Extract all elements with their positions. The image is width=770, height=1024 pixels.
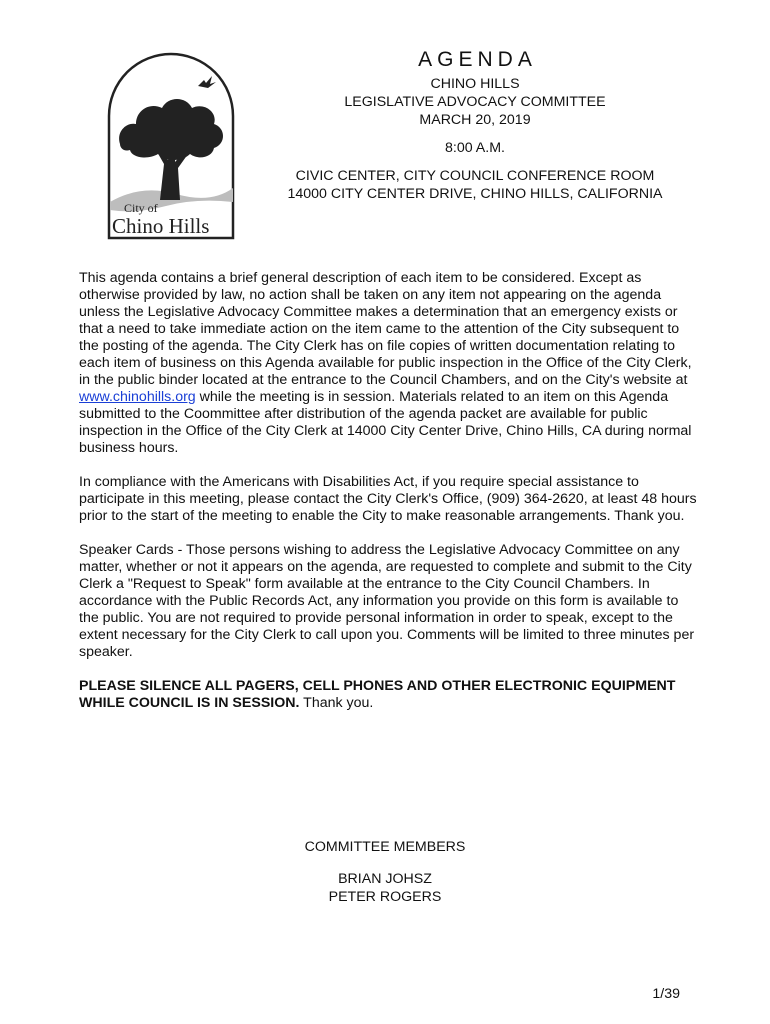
- silence-notice: PLEASE SILENCE ALL PAGERS, CELL PHONES AND OTHER ELECTRONIC EQUIPMENT WHILE COUNCIL IS IN SESSION. Thank you.: [79, 678, 676, 711]
- member-name: PETER ROGERS: [328, 889, 442, 905]
- logo-city-of: City of: [124, 201, 158, 215]
- city-name: CHINO HILLS: [430, 76, 520, 92]
- location-line-1: CIVIC CENTER, CITY COUNCIL CONFERENCE ROOM: [295, 168, 655, 184]
- meeting-time: 8:00 A.M.: [445, 140, 505, 156]
- agenda-description-paragraph: This agenda contains a brief general description of each item to be considered. Except as otherwise provided by law, no action shall be taken on any item not appearing on the agenda unless the Legislative Advocacy Committee makes a determination that an emergency exists or that a need to take immediate action on the item came to the attention of the City subsequent to the posting of the agenda. The City Clerk has on file copies of written documentation relating to each item of business on this Agenda available for public inspection in the Office of the City Clerk, in the public binder located at the entrance to the Council Chambers, and on the City's website at www.chinohills.org while the meeting is in session. Materials related to an item on this Agenda submitted to the Coommittee after distribution of the agenda packet are available for public inspection in the Office of the City Clerk at 14000 City Center Drive, Chino Hills, CA during normal business hours.: [79, 270, 692, 456]
- committee-members: [0, 838, 770, 906]
- meeting-date: MARCH 20, 2019: [419, 112, 531, 128]
- ada-paragraph: In compliance with the Americans with Disabilities Act, if you require special assistance to participate in this meeting, please contact the City Clerk's Office, (909) 364-2620, at least 48 hours prior to the start of the meeting to enable the City to make reasonable arrangements. Thank you.: [79, 474, 697, 524]
- committee-name: LEGISLATIVE ADVOCACY COMMITTEE: [344, 94, 606, 110]
- member-name: BRIAN JOHSZ: [338, 871, 432, 887]
- city-website-link[interactable]: www.chinohills.org: [79, 389, 196, 405]
- agenda-header: [260, 48, 690, 203]
- members-heading: COMMITTEE MEMBERS: [304, 839, 466, 855]
- page-number: 1/39: [652, 986, 680, 1002]
- tree-emblem-icon: [106, 52, 236, 240]
- logo-chino-hills: Chino Hills: [112, 214, 210, 238]
- agenda-body: [79, 270, 697, 729]
- location-line-2: 14000 CITY CENTER DRIVE, CHINO HILLS, CALIFORNIA: [287, 186, 663, 202]
- city-logo: [106, 52, 236, 240]
- agenda-title: AGENDA: [418, 48, 537, 71]
- speaker-cards-paragraph: Speaker Cards - Those persons wishing to address the Legislative Advocacy Committee on any matter, whether or not it appears on the agenda, are requested to complete and submit to the City Clerk a "Request to Speak" form available at the entrance to the City Council Chambers. In accordance with the Public Records Act, any information you provide on this form is available to the public. You are not required to provide personal information in order to speak, except to the extent necessary for the City Clerk to call upon you. Comments will be limited to three minutes per speaker.: [79, 542, 695, 660]
